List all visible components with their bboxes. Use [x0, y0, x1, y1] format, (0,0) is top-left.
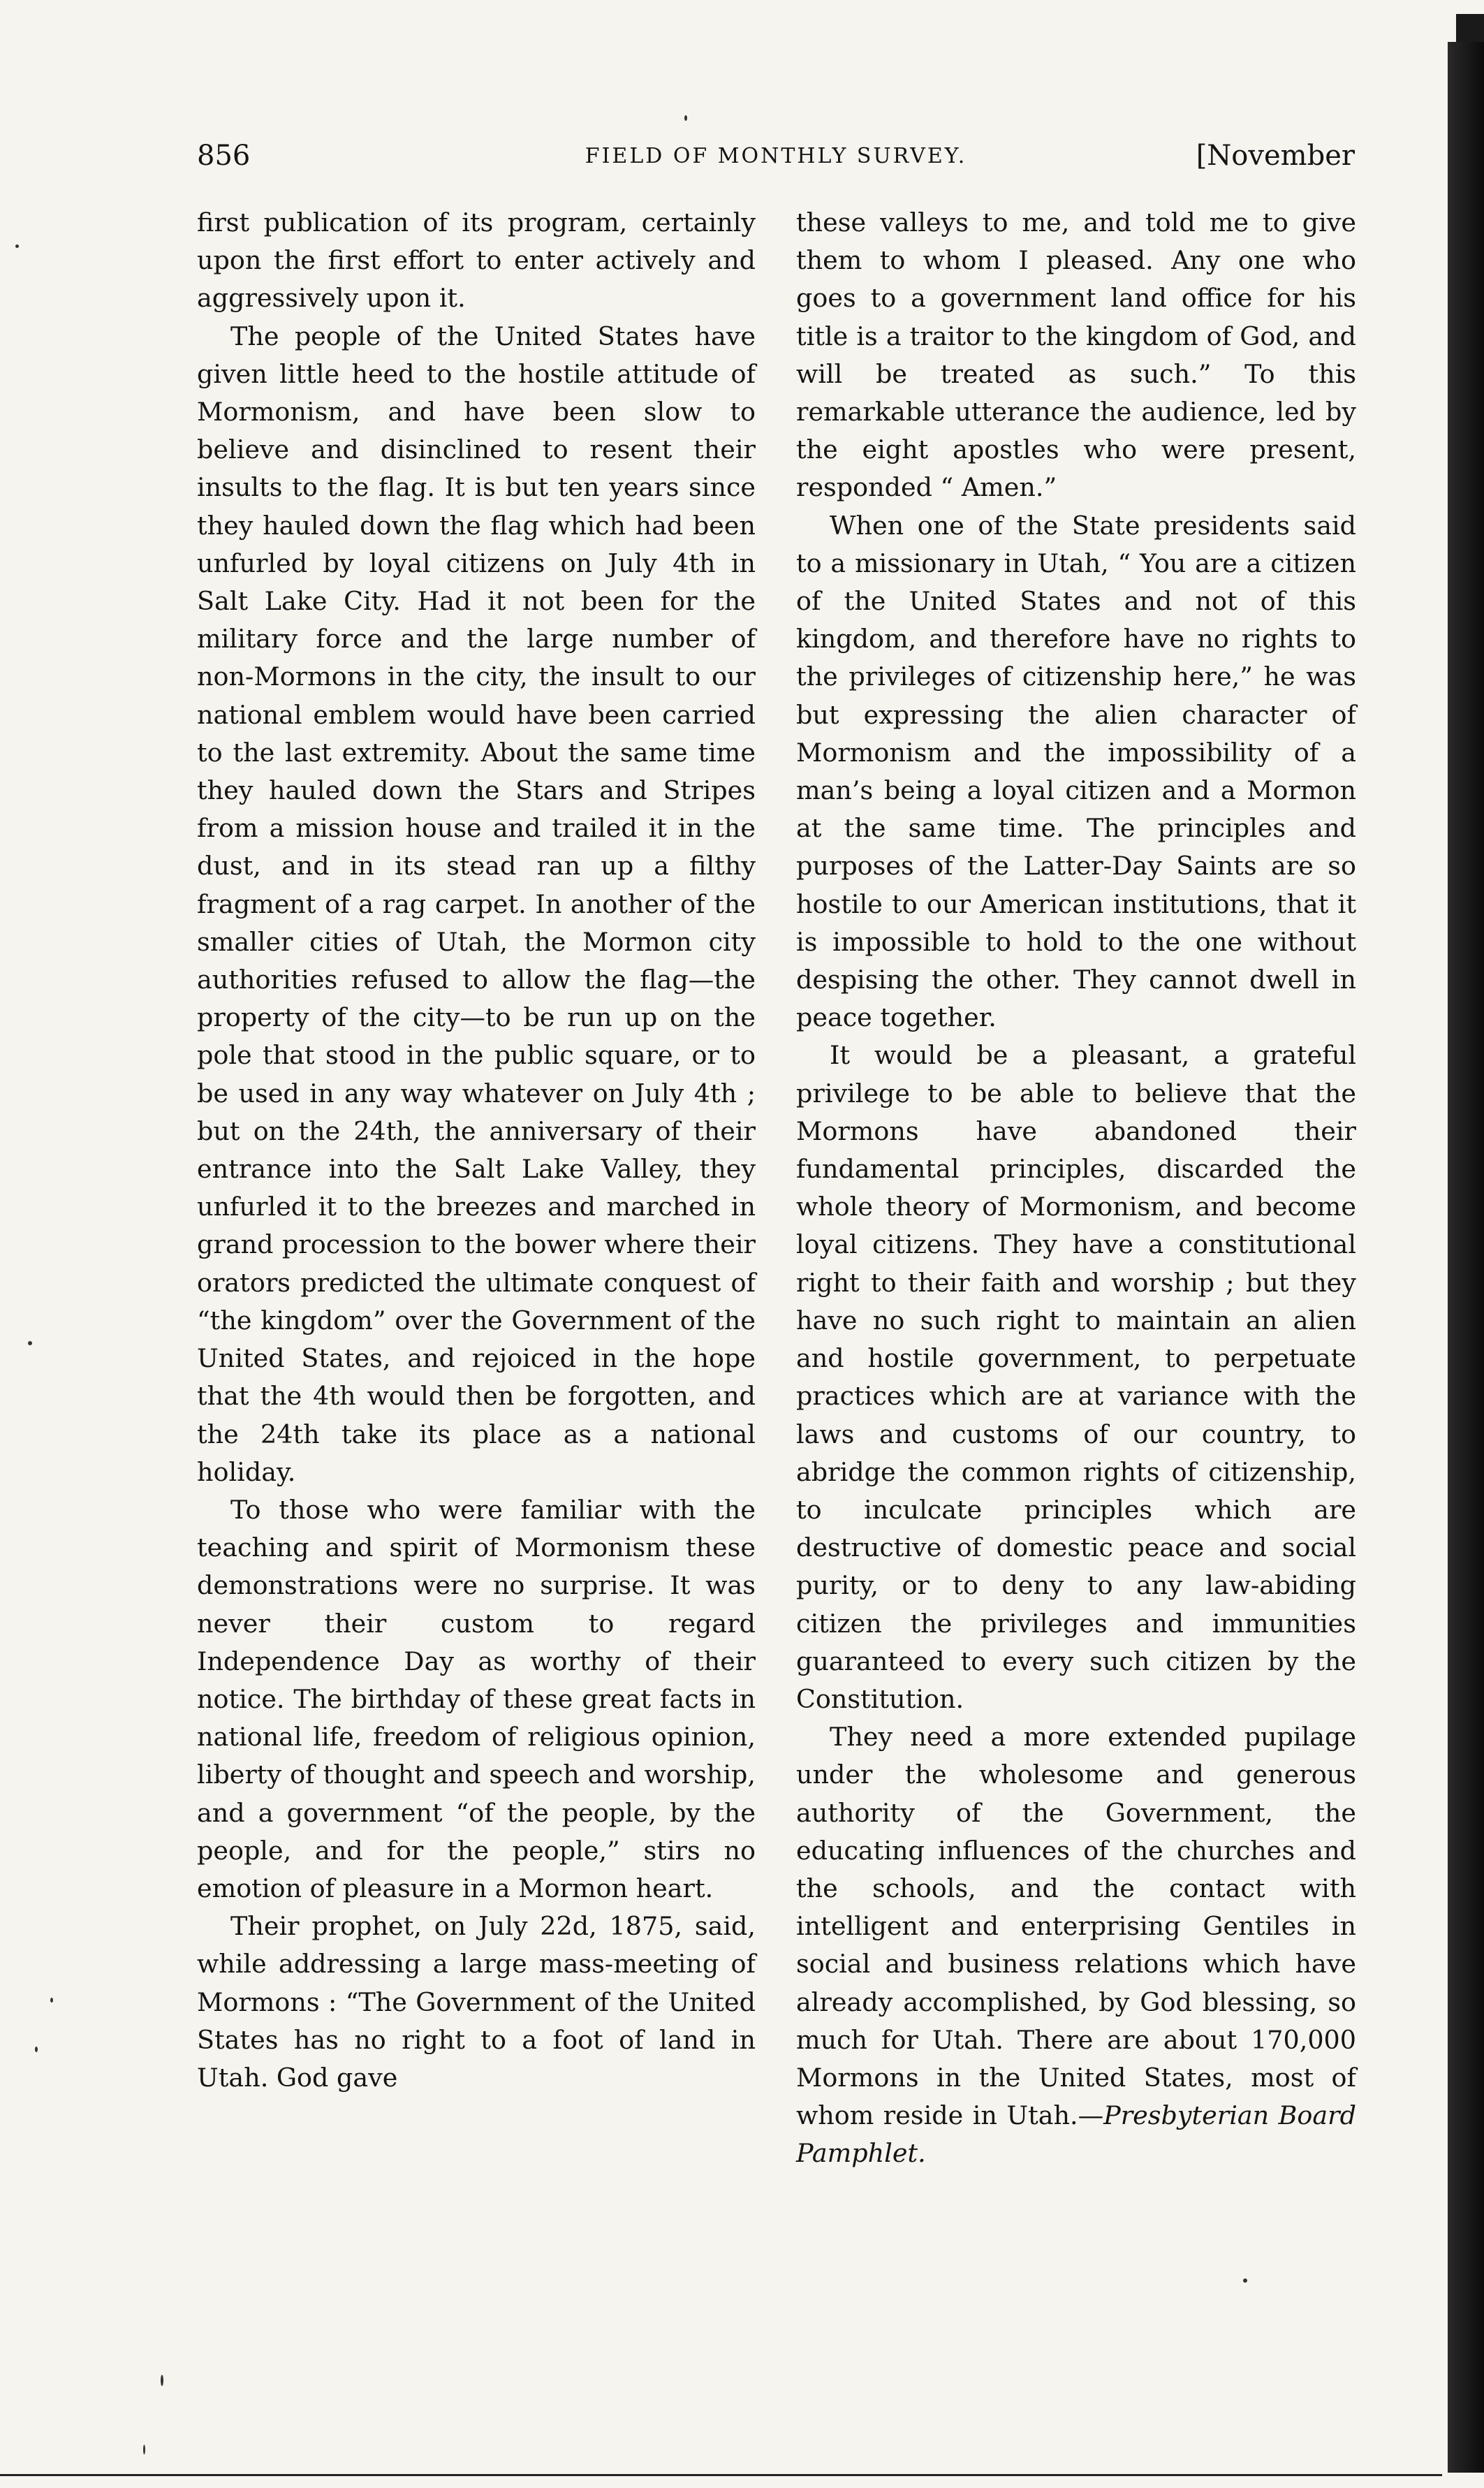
right-paragraph-2: When one of the State presidents said to a missionary in Utah, “ You are a citizen of the United States and not of this kingdom, and therefore have no rights to the privileges of citizenship here,” he was but expressing the alien character of Mormonism and the impossibility of a man’s being a loyal citizen and a Mormon at the same time. The principles and purposes of the Latter-Day Saints are so hostile to our American institutions, that it is impossible to hold to the one without despising the other. They cannot dwell in peace together.: [796, 510, 1356, 1033]
speck: [1243, 2278, 1247, 2283]
speck: [28, 1341, 32, 1345]
bottom-edge-line: [0, 2474, 1442, 2476]
header-month: [November: [1196, 140, 1355, 172]
page-edge-shadow: [1448, 42, 1484, 2473]
running-title: FIELD OF MONTHLY SURVEY.: [585, 144, 967, 168]
source-attribution: Presbyterian Board Pamphlet.: [796, 2100, 1356, 2169]
left-paragraph-3: To those who were familiar with the teaching and spirit of Mormonism these demonstrations were no surprise. It was never their custom to regard Independence Day as worthy of their notice. The birthday of these great facts in national life, freedom of religious opinion, liberty of thought and speech and worship, and a government “of the people, by the people, and for the people,” stirs no emotion of pleasure in a Mormon heart.: [197, 1494, 756, 1903]
right-paragraph-3: It would be a pleasant, a grateful privilege to be able to believe that the Mormons have abandoned their fundamental principles, discarded the whole theory of Mormonism, and become loyal citizens. They have a constitutional right to their faith and worship ; but they have no such right to maintain an alien and hostile government, to perpetuate practices which are at variance with the laws and customs of our country, to abridge the common rights of citizenship, to inculcate principles which are destructive of domestic peace and social purity, or to deny to any law-abiding citizen the privileges and immunities guaranteed to every such citizen by the Constitution.: [796, 1040, 1356, 1714]
left-paragraph-1: first publication of its program, certainly upon the first effort to enter actively and aggressively upon it.: [197, 207, 756, 314]
page-number: 856: [197, 140, 251, 172]
speck: [35, 2047, 38, 2052]
speck: [684, 115, 687, 121]
left-column: [197, 204, 756, 2097]
right-paragraph-4: [796, 1718, 1356, 2172]
running-header: [197, 140, 1355, 182]
speck: [143, 2445, 145, 2454]
left-paragraph-4: Their prophet, on July 22d, 1875, said, while addressing a large mass-meeting of Mormons : “The Government of the United States has no right to a foot of land in Utah. God gave: [197, 1911, 756, 2093]
closing-text: They need a more extended pupilage under the wholesome and generous authority of the Government, the educating influences of the churches and the schools, and the contact with intelligent and enterprising Gentiles in social and business relations which have already accomplished, by God blessing, so much for Utah. There are about 170,000 Mormons in the United States, most of whom reside in Utah.—: [796, 1722, 1356, 2131]
right-paragraph-1: these valleys to me, and told me to give them to whom I pleased. Any one who goes to a government land office for his title is a traitor to the kingdom of God, and will be treated as such.” To this remarkable utterance the audience, led by the eight apostles who were present, responded “ Amen.”: [796, 207, 1356, 503]
speck: [50, 1998, 53, 2003]
speck: [15, 244, 19, 248]
left-paragraph-2: The people of the United States have given little heed to the hostile attitude of Mormonism, and have been slow to believe and disinclined to resent their insults to the flag. It is but ten years since they hauled down the flag which had been unfurled by loyal citizens on July 4th in Salt Lake City. Had it not been for the military force and the large number of non-Mormons in the city, the insult to our national emblem would have been carried to the last extremity. About the same time they hauled down the Stars and Stripes from a mission house and trailed it in the dust, and in its stead ran up a filthy fragment of a rag carpet. In another of the smaller cities of Utah, the Mormon city authorities refused to allow the flag—the property of the city—to be run up on the pole that stood in the public square, or to be used in any way whatever on July 4th ; but on the 24th, the anniversary of their entrance into the Salt Lake Valley, they unfurled it to the breezes and marched in grand procession to the bower where their orators predicted the ultimate conquest of “the kingdom” over the Government of the United States, and rejoiced in the hope that the 4th would then be forgotten, and the 24th take its place as a national holiday.: [197, 321, 756, 1487]
right-column: [796, 204, 1356, 2173]
speck: [161, 2375, 163, 2386]
